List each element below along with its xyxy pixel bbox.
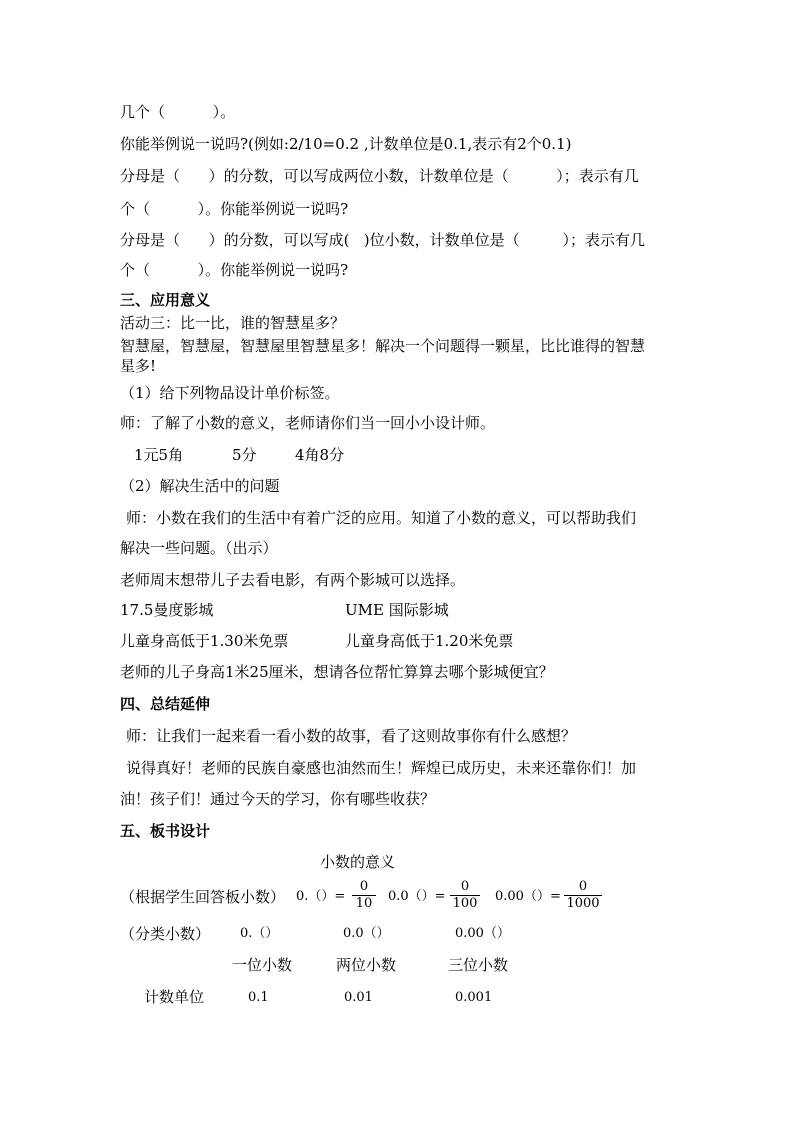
section-heading-3: 三、应用意义 bbox=[120, 291, 211, 309]
text-line: 活动三：比一比，谁的智慧星多？ bbox=[120, 314, 346, 332]
board-decimal: 0.（）= bbox=[296, 889, 346, 904]
board-row-label: （分类小数） bbox=[120, 925, 211, 943]
text-line: 分母是（ ）的分数，可以写成( )位小数，计数单位是（ ）；表示有几 bbox=[120, 231, 646, 249]
text-line: 智慧屋，智慧屋，智慧屋里智慧星多！解决一个问题得一颗星，比比谁得的智慧 bbox=[120, 337, 646, 355]
text-line: 星多! bbox=[120, 357, 157, 375]
text-line: 师：小数在我们的生活中有着广泛的应用。知道了小数的意义，可以帮助我们 bbox=[126, 509, 637, 527]
cinema-rule: 儿童身高低于1.20米免票 bbox=[345, 632, 514, 650]
board-category: 三位小数 bbox=[448, 956, 509, 974]
section-heading-5: 五、板书设计 bbox=[120, 822, 211, 840]
board-category: 一位小数 bbox=[232, 956, 293, 974]
text-line: 老师的儿子身高1米25厘米，想请各位帮忙算算去哪个影城便宜？ bbox=[120, 663, 554, 681]
board-unit-value: 0.001 bbox=[455, 990, 493, 1005]
text-line: 个（ ）。你能举例说一说吗? bbox=[120, 261, 349, 279]
text-line: 几个（ ）。 bbox=[120, 103, 236, 121]
fraction-numerator: 0 bbox=[450, 880, 480, 896]
fraction bbox=[450, 880, 480, 911]
text-line: 分母是（ ）的分数，可以写成两位小数，计数单位是（ ）；表示有几 bbox=[120, 167, 639, 185]
text-line: 你能举例说一说吗?(例如:2/10=0.2 ,计数单位是0.1,表示有2个0.1) bbox=[120, 135, 572, 153]
fraction-denominator: 1000 bbox=[566, 896, 600, 911]
text-line: 个（ ）。你能举例说一说吗? bbox=[120, 200, 349, 218]
text-line: （1）给下列物品设计单价标签。 bbox=[120, 384, 340, 402]
text-line: 师：让我们一起来看一看小数的故事，看了这则故事你有什么感想？ bbox=[126, 727, 577, 745]
fraction bbox=[564, 880, 602, 911]
board-category: 两位小数 bbox=[336, 956, 397, 974]
fraction-numerator: 0 bbox=[352, 880, 376, 896]
fraction bbox=[352, 880, 376, 911]
fraction-denominator: 10 bbox=[355, 896, 373, 911]
fraction-denominator: 100 bbox=[452, 896, 478, 911]
text-line: 油！孩子们！通过今天的学习，你有哪些收获？ bbox=[120, 790, 436, 808]
cinema-name: 17.5曼度影城 bbox=[120, 601, 214, 619]
price-label: 1元5角 bbox=[134, 446, 184, 464]
board-row-label: （根据学生回答板小数） bbox=[120, 888, 286, 906]
cinema-name: UME 国际影城 bbox=[345, 601, 449, 619]
board-decimal: 0.（） bbox=[240, 926, 279, 941]
board-decimal: 0.00（） bbox=[455, 926, 510, 941]
board-decimal: 0.0（）= bbox=[388, 889, 446, 904]
price-label: 4角8分 bbox=[295, 446, 345, 464]
board-decimal: 0.00（）= bbox=[495, 889, 561, 904]
price-label: 5分 bbox=[232, 446, 257, 464]
text-line: （2）解决生活中的问题 bbox=[120, 477, 280, 495]
board-unit-label: 计数单位 bbox=[144, 988, 205, 1006]
board-unit-value: 0.01 bbox=[344, 990, 373, 1005]
board-decimal: 0.0（） bbox=[343, 926, 390, 941]
section-heading-4: 四、总结延伸 bbox=[120, 695, 211, 713]
text-line: 老师周末想带儿子去看电影，有两个影城可以选择。 bbox=[120, 571, 466, 589]
board-title: 小数的意义 bbox=[320, 853, 396, 871]
cinema-rule: 儿童身高低于1.30米免票 bbox=[120, 632, 289, 650]
board-unit-value: 0.1 bbox=[248, 990, 269, 1005]
text-line: 师：了解了小数的意义，老师请你们当一回小小设计师。 bbox=[120, 414, 496, 432]
fraction-numerator: 0 bbox=[564, 880, 602, 896]
text-line: 说得真好！老师的民族自豪感也油然而生！辉煌已成历史，未来还靠你们！加 bbox=[126, 759, 637, 777]
text-line: 解决一些问题。（出示） bbox=[120, 539, 278, 557]
